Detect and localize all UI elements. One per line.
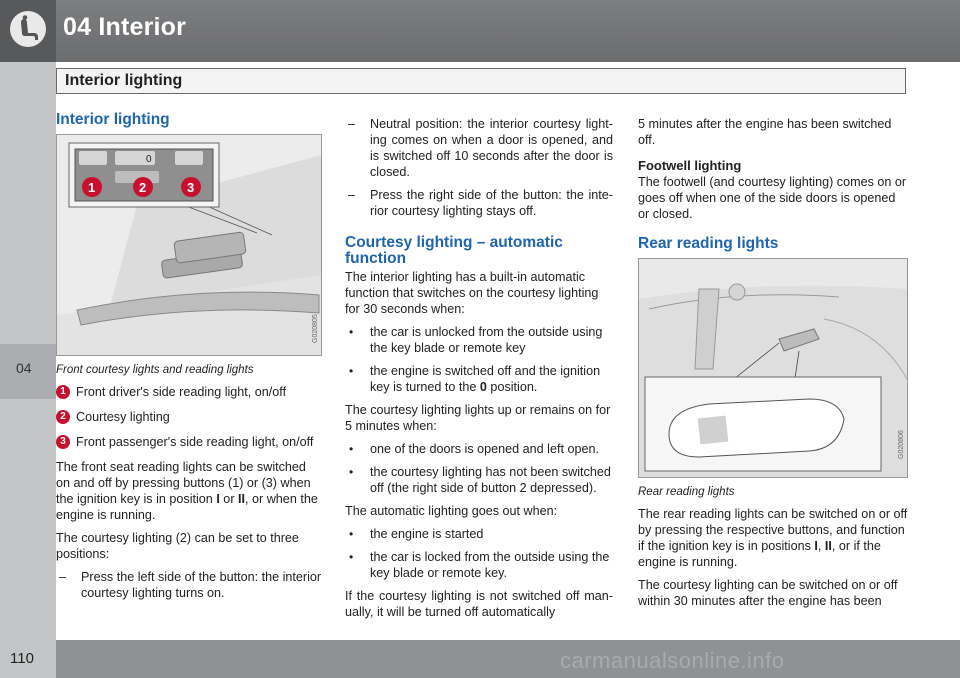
list-item [56,409,322,425]
figure-rear-lights [638,258,908,478]
number-badge: 1 [56,385,70,399]
section-title: Interior lighting [65,72,183,89]
chapter-tab[interactable] [0,344,56,399]
list-item-text: Front driver's side reading light, on/off [76,385,287,399]
callout-1: 1 [88,180,96,195]
chapter-tab-number: 04 [16,360,32,376]
dash-item [345,187,613,219]
paragraph: The automatic lighting goes out when: [345,504,558,518]
heading-courtesy-automatic: Courtesy lighting – automatic function [345,234,563,267]
page-header [0,0,960,62]
bullet-item [345,464,613,496]
page-footer [0,640,960,678]
front-lights-illustration [57,135,321,355]
dash-item [56,569,322,601]
list-item [56,434,322,450]
paragraph: 5 minutes after the engine has been switched off. [638,117,892,147]
bullet-mark: • [349,550,354,564]
list-item [56,384,322,400]
chapter-title: 04 Interior [63,13,187,41]
figure-code: G020806 [898,430,905,459]
bullet-mark: • [349,364,354,378]
bullet-mark: • [349,442,354,456]
paragraph: The courtesy lighting can be switched on or off within 30 minutes after the engine has been [638,578,898,608]
bullet-text: the engine is started [370,527,484,541]
bullet-item [345,324,613,356]
heading-footwell: Footwell lighting [638,158,742,173]
figure-caption: Rear reading lights [638,486,735,498]
column-3 [638,116,908,616]
column-1 [56,112,322,608]
section-header [56,68,906,94]
bullet-mark: • [349,527,354,541]
bullet-mark: • [349,325,354,339]
bullet-item [345,526,613,542]
paragraph: The rear reading lights can be switched on or off by pressing the respective buttons, and function if the ignition key is in positions I, II, or if the engine is running. [638,507,908,569]
chapter-icon-box [0,0,56,62]
bullet-text: the courtesy lighting has not been switched off (the right side of button 2 depressed). [370,465,611,495]
seat-icon [10,11,46,47]
paragraph: The footwell (and courtesy lighting) comes on or goes off when one of the side doors is opened or closed. [638,175,907,221]
figure-front-lights [56,134,322,356]
dash-item-text: Press the left side of the button: the interior courtesy lighting turns on. [81,570,322,600]
button-zero-label: 0 [146,154,152,165]
bullet-item [345,549,613,581]
watermark: carmanualsonline.info [560,648,785,673]
bullet-text: the car is unlocked from the outside using the key blade or remote key [370,325,603,355]
paragraph: The front seat reading lights can be switched on and off by pressing buttons (1) or (3) when the ignition key is in position I or II, or when the engine is running. [56,460,318,522]
side-tab [0,62,56,640]
callout-3: 3 [187,180,195,195]
figure-code: G020805 [312,314,319,343]
bullet-mark: • [349,465,354,479]
rear-lights-illustration [639,259,907,477]
page-number-box [0,640,56,678]
list-item-text: Courtesy lighting [76,410,170,424]
dash-mark: – [348,188,356,202]
column-2 [345,116,613,627]
paragraph: The courtesy lighting (2) can be set to three positions: [56,531,299,561]
bullet-text: the engine is switched off and the ignition key is turned to the 0 position. [370,364,601,394]
dash-item-text: Press the right side of the button: the inte-rior courtesy lighting stays off. [370,188,613,218]
heading-interior-lighting: Interior lighting [56,111,170,128]
number-badge: 3 [56,435,70,449]
bullet-item [345,441,613,457]
dash-mark: – [59,570,67,584]
paragraph: The courtesy lighting lights up or remains on for 5 minutes when: [345,403,611,433]
paragraph: The interior lighting has a built-in automatic function that switches on the courtesy lighting for 30 seconds when: [345,270,599,316]
list-item-text: Front passenger's side reading light, on/off [76,435,314,449]
heading-rear-reading-lights: Rear reading lights [638,235,779,252]
dash-item-text: Neutral position: the interior courtesy light-ing comes on when a door is opened, and is switched off 10 seconds after the door is closed. [370,117,613,179]
bullet-text: one of the doors is opened and left open. [370,442,599,456]
callout-2: 2 [139,180,147,195]
number-badge: 2 [56,410,70,424]
dash-item [345,116,613,180]
figure-caption: Front courtesy lights and reading lights [56,364,254,376]
bullet-text: the car is locked from the outside using the key blade or remote key. [370,550,610,580]
paragraph: If the courtesy lighting is not switched off man-ually, it will be turned off automatically [345,589,613,619]
dash-mark: – [348,117,356,131]
page-number: 110 [10,650,34,667]
bullet-item [345,363,613,395]
